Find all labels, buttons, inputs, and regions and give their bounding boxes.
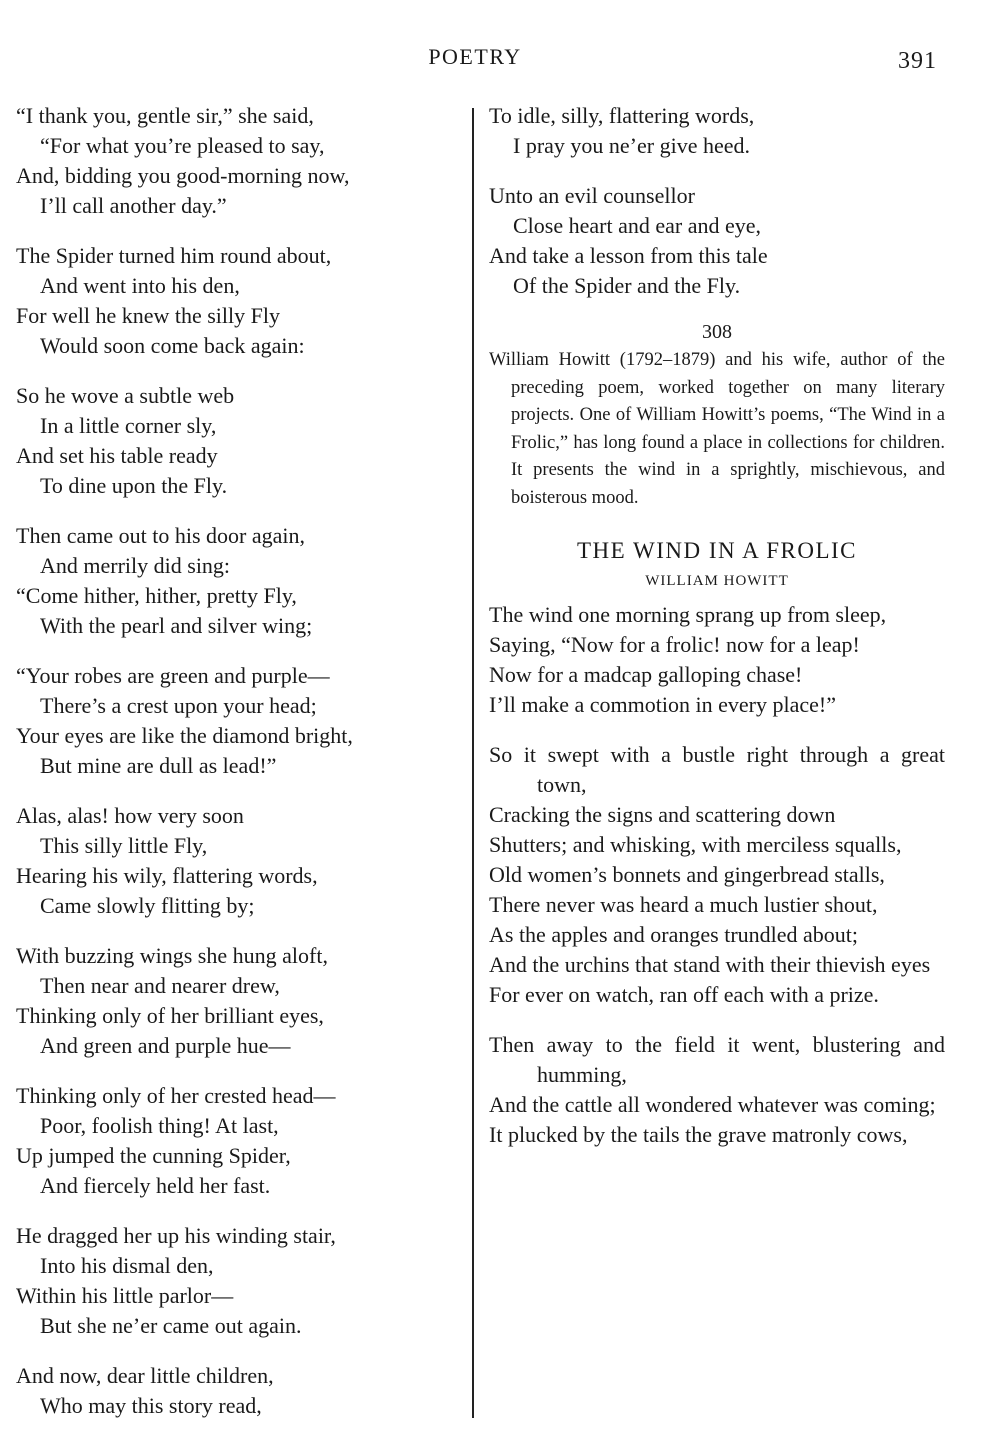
poem-line: For ever on watch, ran off each with a prize. xyxy=(489,982,879,1007)
poem-author: WILLIAM HOWITT xyxy=(645,573,789,589)
stanza xyxy=(16,241,456,361)
poem-line: To idle, silly, flattering words, xyxy=(489,103,755,128)
poem-line: And take a lesson from this tale xyxy=(489,243,768,268)
stanza xyxy=(16,1221,456,1341)
poem-line: I’ll call another day.” xyxy=(40,193,227,218)
stanza xyxy=(16,661,456,781)
poem-line: Up jumped the cunning Spider, xyxy=(16,1143,291,1168)
poem-line: “For what you’re pleased to say, xyxy=(40,133,325,158)
poem-line: “I thank you, gentle sir,” she said, xyxy=(16,103,314,128)
poem-line: In a little corner sly, xyxy=(40,413,217,438)
poem-line: Saying, “Now for a frolic! now for a leap! xyxy=(489,632,860,657)
stanza xyxy=(489,1030,945,1150)
running-head: POETRY xyxy=(428,44,522,69)
poem-line: Shutters; and whisking, with merciless squalls, xyxy=(489,832,902,857)
poem-line: Now for a madcap galloping chase! xyxy=(489,662,803,687)
poem-line: It plucked by the tails the grave matronly cows, xyxy=(489,1122,908,1147)
poem-line: This silly little Fly, xyxy=(40,833,208,858)
poem-line: Your eyes are like the diamond bright, xyxy=(16,723,353,748)
poem-line: For well he knew the silly Fly xyxy=(16,303,280,328)
poem-line: Hearing his wily, flattering words, xyxy=(16,863,318,888)
poem-line: He dragged her up his winding stair, xyxy=(16,1223,336,1248)
poem-line: With the pearl and silver wing; xyxy=(40,613,313,638)
poem-line: And set his table ready xyxy=(16,443,218,468)
poem-line: Then away to the field it went, blustering and humming, xyxy=(489,1032,945,1087)
poem-line: Thinking only of her crested head— xyxy=(16,1083,336,1108)
stanza xyxy=(16,101,456,221)
poem-line: “Your robes are green and purple— xyxy=(16,663,330,688)
stanza xyxy=(16,1361,456,1421)
stanza xyxy=(16,1081,456,1201)
poem-line: The Spider turned him round about, xyxy=(16,243,332,268)
stanza xyxy=(489,740,945,1010)
column-divider xyxy=(472,108,474,1418)
poem-line: Into his dismal den, xyxy=(40,1253,214,1278)
poem-line: “Come hither, hither, pretty Fly, xyxy=(16,583,297,608)
poem-line: And, bidding you good-morning now, xyxy=(16,163,350,188)
stanza xyxy=(489,101,945,161)
poem-line: Cracking the signs and scattering down xyxy=(489,802,836,827)
poem-line: And merrily did sing: xyxy=(40,553,231,578)
poem-line: There’s a crest upon your head; xyxy=(40,693,317,718)
poem-line: As the apples and oranges trundled about; xyxy=(489,922,859,947)
stanza xyxy=(16,521,456,641)
poem-line: Would soon come back again: xyxy=(40,333,305,358)
poem-line: Then came out to his door again, xyxy=(16,523,305,548)
poem-line: Poor, foolish thing! At last, xyxy=(40,1113,279,1138)
poem-line: To dine upon the Fly. xyxy=(40,473,228,498)
poem-line: The wind one morning sprang up from sleep, xyxy=(489,602,887,627)
poem-line: There never was heard a much lustier shout, xyxy=(489,892,878,917)
poem-number: 308 xyxy=(702,321,732,343)
poem-line: With buzzing wings she hung aloft, xyxy=(16,943,328,968)
poem-line: And the urchins that stand with their thievish eyes xyxy=(489,952,931,977)
poem-line: And fiercely held her fast. xyxy=(40,1173,271,1198)
poem-line: And green and purple hue— xyxy=(40,1033,291,1058)
poem-line: Within his little parlor— xyxy=(16,1283,234,1308)
stanza xyxy=(16,941,456,1061)
poem-line: And went into his den, xyxy=(40,273,240,298)
poem-line: But she ne’er came out again. xyxy=(40,1313,302,1338)
wind-poem xyxy=(489,600,945,1150)
page-number: 391 xyxy=(898,48,937,74)
poem-line: I pray you ne’er give heed. xyxy=(513,133,751,158)
stanza xyxy=(489,600,945,720)
spider-poem-ending xyxy=(489,101,945,301)
right-column xyxy=(489,101,945,1170)
poem-line: Came slowly flitting by; xyxy=(40,893,255,918)
poem-line: Unto an evil counsellor xyxy=(489,183,695,208)
poem-title: THE WIND IN A FROLIC xyxy=(576,538,857,563)
poem-line: Then near and nearer drew, xyxy=(40,973,280,998)
poem-line: Of the Spider and the Fly. xyxy=(513,273,741,298)
poem-line: Alas, alas! how very soon xyxy=(16,803,244,828)
poem-line: But mine are dull as lead!” xyxy=(40,753,277,778)
left-column xyxy=(16,101,456,1441)
poem-line: And now, dear little children, xyxy=(16,1363,274,1388)
poem-line: Thinking only of her brilliant eyes, xyxy=(16,1003,324,1028)
poem-line: Old women’s bonnets and gingerbread stalls, xyxy=(489,862,885,887)
poem-line: So he wove a subtle web xyxy=(16,383,235,408)
poem-line: So it swept with a bustle right through a great town, xyxy=(489,742,945,797)
stanza xyxy=(16,381,456,501)
poem-line: Who may this story read, xyxy=(40,1393,262,1418)
poem-line: And the cattle all wondered whatever was coming; xyxy=(489,1092,936,1117)
stanza xyxy=(489,181,945,301)
stanza xyxy=(16,801,456,921)
editorial-note: William Howitt (1792–1879) and his wife, author of the preceding poem, worked together on many literary projects. One of William Howitt’s poems, “The Wind in a Frolic,” has long found a place in collections for children. It presents the wind in a sprightly, mischievous, and boisterous mood. xyxy=(489,350,945,508)
poem-line: Close heart and ear and eye, xyxy=(513,213,761,238)
poem-line: I’ll make a commotion in every place!” xyxy=(489,692,836,717)
